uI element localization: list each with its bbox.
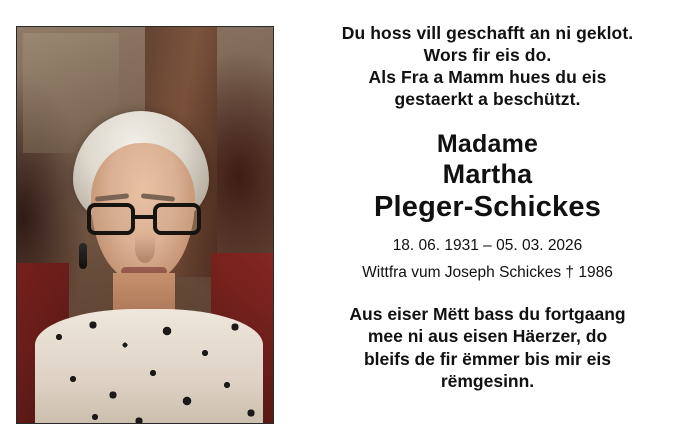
earring bbox=[79, 243, 87, 269]
nose bbox=[135, 233, 155, 263]
portrait-photograph bbox=[17, 27, 273, 423]
text-column bbox=[290, 0, 697, 448]
eyeglass-bridge bbox=[135, 215, 153, 219]
first-name: Martha bbox=[442, 159, 533, 190]
verse-bottom-line-4: rëmgesinn. bbox=[440, 370, 535, 391]
verse-top-line-4: gestaerkt a beschützt. bbox=[394, 89, 581, 110]
patterned-blouse bbox=[35, 309, 263, 424]
portrait-frame bbox=[16, 26, 274, 424]
verse-bottom-line-1: Aus eiser Mëtt bass du fortgaang bbox=[349, 304, 626, 325]
salutation: Madame bbox=[436, 130, 539, 159]
verse-top-line-3: Als Fra a Mamm hues du eis bbox=[368, 67, 607, 88]
spouse-line: Wittfra vum Joseph Schickes † 1986 bbox=[362, 264, 613, 282]
verse-bottom bbox=[298, 303, 677, 391]
life-dates: 18. 06. 1931 – 05. 03. 2026 bbox=[392, 237, 583, 255]
photo-column bbox=[0, 0, 290, 448]
eyeglass-lens-right bbox=[153, 203, 201, 235]
name-block bbox=[298, 130, 677, 224]
verse-bottom-line-2: mee ni aus eisen Häerzer, do bbox=[367, 326, 608, 347]
eyeglasses bbox=[87, 203, 201, 237]
eyeglass-lens-left bbox=[87, 203, 135, 235]
verse-top-line-2: Wors fir eis do. bbox=[423, 45, 552, 66]
verse-top-line-1: Du hoss vill geschafft an ni geklot. bbox=[341, 23, 634, 43]
surname: Pleger-Schickes bbox=[373, 190, 602, 223]
verse-bottom-line-3: bleifs de fir ëmmer bis mir eis bbox=[363, 348, 612, 369]
verse-top bbox=[298, 22, 677, 110]
